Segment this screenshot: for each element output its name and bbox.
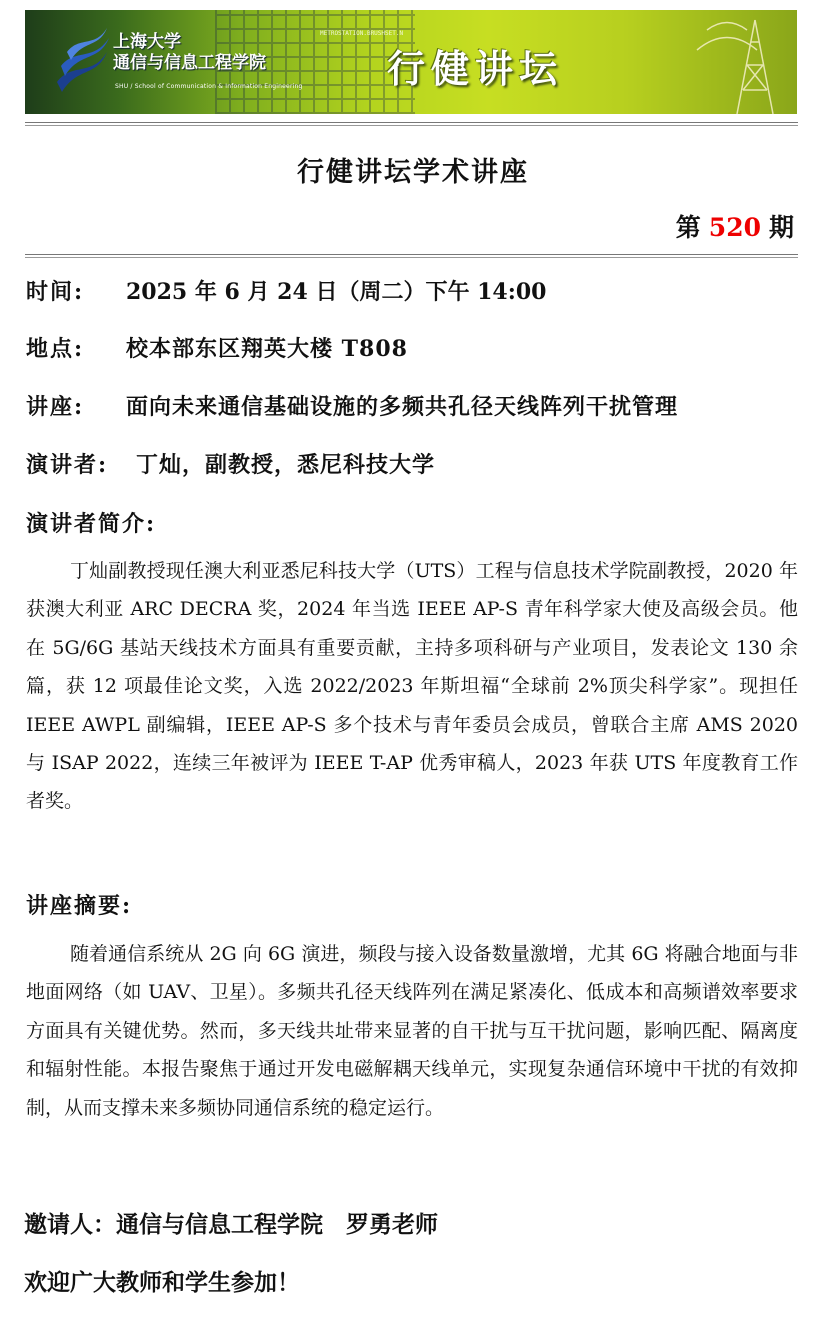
school-name-en: SHU / School of Communication & Information Engineering — [115, 83, 303, 90]
lecture-row — [26, 390, 678, 421]
antenna-tower-icon — [667, 10, 787, 114]
bio-text: 丁灿副教授现任澳大利亚悉尼科技大学（UTS）工程与信息技术学院副教授，2020 年获澳大利亚 ARC DECRA 奖，2024 年当选 IEEE AP-S 青年科学家大使及高级会员。他在 5G/6G 基站天线技术方面具有重要贡献，主持多项科研与产业项目，发表论文 130 余篇，获 12 项最佳论文奖，入选 2022/2023 年斯坦福“全球前 2%顶尖科学家”。现担任 IEEE AWPL 副编辑，IEEE AP-S 多个技术与青年委员会成员，曾联合主席 AMS 2020 与 ISAP 2022，连续三年被评为 IEEE T-AP 优秀审稿人，2023 年获 UTS 年度教育工作者奖。 — [26, 560, 798, 813]
page-title: 行健讲坛学术讲座 — [297, 157, 529, 188]
school-name-cn — [113, 32, 266, 74]
university-logo-icon — [47, 22, 121, 102]
time-row — [26, 275, 546, 306]
speaker-row — [26, 448, 435, 479]
time-value: 2025 年 6 月 24 日（周二）下午 14:00 — [126, 279, 547, 305]
bio-heading: 演讲者简介: — [26, 511, 157, 537]
header-banner — [25, 10, 797, 114]
speaker-value: 丁灿，副教授，悉尼科技大学 — [136, 452, 436, 478]
lecture-value: 面向未来通信基础设施的多频共孔径天线阵列干扰管理 — [126, 394, 679, 420]
inviter-line: 邀请人：通信与信息工程学院 罗勇老师 — [24, 1212, 438, 1238]
place-label: 地点: — [26, 336, 85, 362]
abstract-text: 随着通信系统从 2G 向 6G 演进，频段与接入设备数量激增，尤其 6G 将融合地面与非地面网络（如 UAV、卫星）。多频共孔径天线阵列在满足紧凑化、低成本和高频谱效率要求方面具有关键优势。然而，多天线共址带来显著的自干扰与互干扰问题，影响匹配、隔离度和辐射性能。本报告聚焦于通过开发电磁解耦天线单元，实现复杂通信环境中干扰的有效抑制，从而支撑未来多频协同通信系统的稳定运行。 — [26, 943, 798, 1119]
forum-name: 行健讲坛 — [387, 47, 564, 91]
school-name-line1: 上海大学 — [113, 32, 181, 52]
school-name-line2: 通信与信息工程学院 — [113, 53, 266, 73]
title-divider — [25, 254, 798, 258]
welcome-line: 欢迎广大教师和学生参加！ — [24, 1270, 300, 1296]
place-value: 校本部东区翔英大楼 T808 — [126, 336, 408, 362]
issue-suffix: 期 — [768, 213, 794, 242]
banner-watermark: METROSTATION.BRUSHSET.N — [320, 30, 404, 37]
header-divider — [25, 122, 798, 126]
place-row — [26, 332, 408, 363]
speaker-label: 演讲者: — [26, 452, 109, 478]
issue-number — [676, 208, 794, 244]
issue-number-value: 520 — [708, 213, 761, 242]
issue-prefix: 第 — [675, 213, 701, 242]
lecture-label: 讲座: — [26, 394, 85, 420]
time-label: 时间: — [26, 279, 85, 305]
abstract-heading: 讲座摘要: — [26, 893, 133, 919]
